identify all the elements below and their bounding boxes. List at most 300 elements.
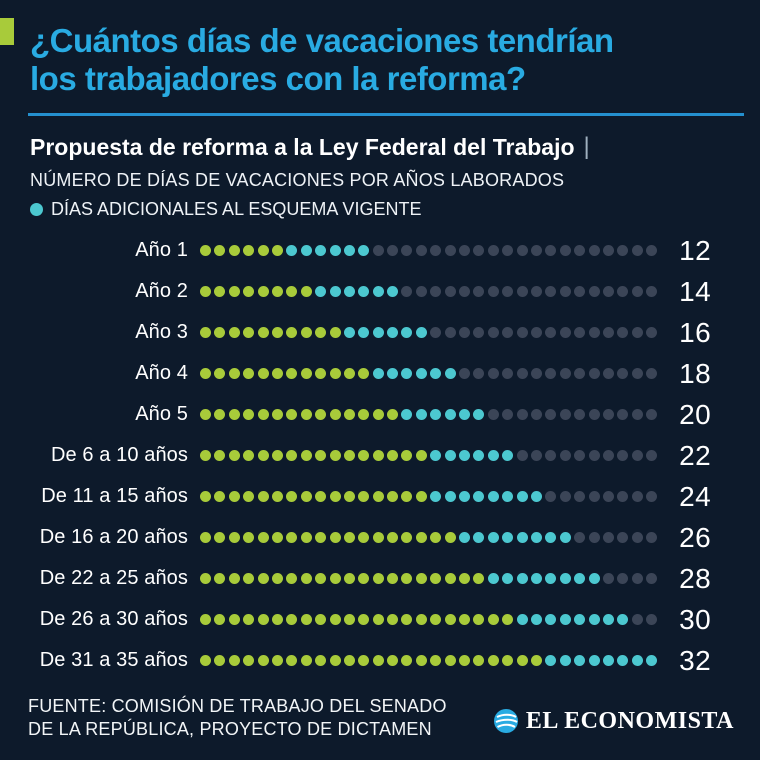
dot-empty <box>401 286 412 297</box>
dot-vigente <box>430 573 441 584</box>
dot-vigente <box>344 532 355 543</box>
dot-vigente <box>272 286 283 297</box>
dot-vigente <box>445 532 456 543</box>
dot-vigente <box>272 245 283 256</box>
dot-adicional <box>517 573 528 584</box>
dot-vigente <box>258 409 269 420</box>
dot-adicional <box>531 491 542 502</box>
dot-vigente <box>401 450 412 461</box>
dot-empty <box>632 286 643 297</box>
dot-empty <box>502 286 513 297</box>
chart-row <box>28 640 736 681</box>
dot-empty <box>545 368 556 379</box>
dot-empty <box>560 286 571 297</box>
dot-vigente <box>358 491 369 502</box>
dot-empty <box>488 286 499 297</box>
dot-vigente <box>243 532 254 543</box>
dot-vigente <box>272 614 283 625</box>
dot-vigente <box>502 614 513 625</box>
dot-vigente <box>258 450 269 461</box>
dot-adicional <box>373 286 384 297</box>
dot-vigente <box>430 655 441 666</box>
dot-empty <box>603 450 614 461</box>
dot-vigente <box>315 327 326 338</box>
dot-adicional <box>416 368 427 379</box>
dot-empty <box>373 245 384 256</box>
chart-row <box>28 312 736 353</box>
dot-vigente <box>344 450 355 461</box>
dot-adicional <box>416 327 427 338</box>
row-label: Año 1 <box>135 239 188 261</box>
dot-adicional <box>344 286 355 297</box>
dot-adicional <box>401 327 412 338</box>
dot-vigente <box>445 655 456 666</box>
dot-empty <box>617 532 628 543</box>
dot-adicional <box>286 245 297 256</box>
dot-empty <box>589 286 600 297</box>
dot-empty <box>589 450 600 461</box>
chart-title-text: Propuesta de reforma a la Ley Federal del Trabajo <box>30 133 575 160</box>
dot-vigente <box>358 368 369 379</box>
dot-vigente <box>243 327 254 338</box>
dot-vigente <box>214 532 225 543</box>
dot-vigente <box>301 532 312 543</box>
dot-vigente <box>315 655 326 666</box>
dot-vigente <box>229 532 240 543</box>
dot-adicional <box>517 614 528 625</box>
dot-vigente <box>286 450 297 461</box>
dot-adicional <box>473 532 484 543</box>
dot-vigente <box>387 409 398 420</box>
dot-empty <box>473 368 484 379</box>
dot-vigente <box>200 655 211 666</box>
chart-row <box>28 517 736 558</box>
dot-track <box>200 532 657 543</box>
dot-adicional <box>545 573 556 584</box>
dot-empty <box>517 286 528 297</box>
dot-vigente <box>358 450 369 461</box>
dot-vigente <box>200 614 211 625</box>
dot-adicional <box>560 655 571 666</box>
dot-vigente <box>258 327 269 338</box>
dot-empty <box>416 286 427 297</box>
dot-empty <box>430 286 441 297</box>
chart-subtitle: NÚMERO DE DÍAS DE VACACIONES POR AÑOS LABORADOS <box>30 170 565 190</box>
dot-vigente <box>416 532 427 543</box>
dot-adicional <box>373 327 384 338</box>
dot-empty <box>545 491 556 502</box>
dot-empty <box>502 368 513 379</box>
dot-empty <box>589 491 600 502</box>
dot-vigente <box>272 368 283 379</box>
dot-vigente <box>229 327 240 338</box>
dot-vigente <box>373 573 384 584</box>
dot-empty <box>531 368 542 379</box>
dot-adicional <box>358 245 369 256</box>
dot-vigente <box>272 532 283 543</box>
dot-empty <box>646 286 657 297</box>
dot-vigente <box>214 245 225 256</box>
dot-vigente <box>229 409 240 420</box>
dot-vigente <box>373 532 384 543</box>
dot-track <box>200 573 657 584</box>
dot-vigente <box>445 573 456 584</box>
dot-vigente <box>330 614 341 625</box>
dot-empty <box>502 409 513 420</box>
dot-adicional <box>445 450 456 461</box>
dot-adicional <box>459 532 470 543</box>
chart-row <box>28 353 736 394</box>
dot-vigente <box>301 327 312 338</box>
dot-adicional <box>531 532 542 543</box>
row-label: De 6 a 10 años <box>50 444 188 466</box>
row-label: De 22 a 25 años <box>39 567 188 589</box>
dot-adicional <box>430 409 441 420</box>
dot-vigente <box>258 614 269 625</box>
dot-adicional <box>344 245 355 256</box>
dot-vigente <box>243 286 254 297</box>
dot-vigente <box>358 409 369 420</box>
dot-vigente <box>387 614 398 625</box>
dot-empty <box>574 286 585 297</box>
dot-vigente <box>401 655 412 666</box>
dot-empty <box>646 614 657 625</box>
dot-adicional <box>430 491 441 502</box>
dot-vigente <box>473 614 484 625</box>
dot-track <box>200 286 657 297</box>
dot-adicional <box>560 532 571 543</box>
dot-vigente <box>272 327 283 338</box>
dot-adicional <box>589 573 600 584</box>
row-value: 26 <box>679 521 712 553</box>
dot-adicional <box>445 368 456 379</box>
dot-vigente <box>200 327 211 338</box>
dot-vigente <box>243 409 254 420</box>
dot-empty <box>416 245 427 256</box>
dot-empty <box>473 327 484 338</box>
dot-vigente <box>286 368 297 379</box>
dot-adicional <box>617 614 628 625</box>
dot-vigente <box>330 655 341 666</box>
chart-row <box>28 271 736 312</box>
dot-vigente <box>430 532 441 543</box>
dot-adicional <box>502 450 513 461</box>
dot-empty <box>574 368 585 379</box>
dot-empty <box>617 327 628 338</box>
dot-empty <box>646 450 657 461</box>
dot-adicional <box>473 409 484 420</box>
dot-vigente <box>387 491 398 502</box>
dot-adicional <box>459 491 470 502</box>
dot-vigente <box>272 450 283 461</box>
source-line1: FUENTE: COMISIÓN DE TRABAJO DEL SENADO <box>28 696 447 716</box>
dot-empty <box>574 327 585 338</box>
dot-adicional <box>315 286 326 297</box>
dot-vigente <box>373 409 384 420</box>
source-line2: DE LA REPÚBLICA, PROYECTO DE DICTAMEN <box>28 719 432 739</box>
dot-adicional <box>488 532 499 543</box>
dot-vigente <box>258 286 269 297</box>
dot-vigente <box>488 614 499 625</box>
chart-title <box>30 133 736 161</box>
dot-vigente <box>258 245 269 256</box>
dot-vigente <box>200 368 211 379</box>
dot-vigente <box>301 450 312 461</box>
dot-empty <box>430 327 441 338</box>
dot-vigente <box>286 491 297 502</box>
dot-empty <box>632 245 643 256</box>
dot-vigente <box>272 655 283 666</box>
row-value: 32 <box>679 644 712 676</box>
dot-vigente <box>286 614 297 625</box>
dot-vigente <box>401 532 412 543</box>
dot-vigente <box>229 245 240 256</box>
dot-vigente <box>416 614 427 625</box>
dot-empty <box>617 368 628 379</box>
dot-empty <box>488 368 499 379</box>
dot-empty <box>603 368 614 379</box>
dot-adicional <box>560 614 571 625</box>
dot-empty <box>545 245 556 256</box>
dot-vigente <box>243 368 254 379</box>
dot-vigente <box>330 450 341 461</box>
legend-dot-icon <box>30 203 43 216</box>
dot-vigente <box>243 245 254 256</box>
dot-empty <box>488 409 499 420</box>
row-label: De 11 a 15 años <box>41 485 188 507</box>
dot-vigente <box>387 450 398 461</box>
dot-vigente <box>258 655 269 666</box>
dot-vigente <box>229 491 240 502</box>
dot-vigente <box>315 532 326 543</box>
dot-vigente <box>272 491 283 502</box>
dot-vigente <box>243 655 254 666</box>
dot-track <box>200 368 657 379</box>
dot-adicional <box>589 655 600 666</box>
dot-vigente <box>200 245 211 256</box>
dot-vigente <box>200 532 211 543</box>
dot-empty <box>617 573 628 584</box>
dot-adicional <box>344 327 355 338</box>
dot-adicional <box>459 409 470 420</box>
dot-adicional <box>574 614 585 625</box>
dot-vigente <box>373 614 384 625</box>
dot-empty <box>632 327 643 338</box>
dot-vigente <box>315 450 326 461</box>
dot-empty <box>488 327 499 338</box>
dot-vigente <box>473 655 484 666</box>
dot-empty <box>646 532 657 543</box>
dot-vigente <box>387 655 398 666</box>
dot-empty <box>646 409 657 420</box>
dot-vigente <box>401 491 412 502</box>
dot-vigente <box>243 614 254 625</box>
dot-empty <box>617 286 628 297</box>
row-value: 14 <box>679 275 712 307</box>
dot-adicional <box>430 450 441 461</box>
dot-vigente <box>358 532 369 543</box>
dot-empty <box>517 245 528 256</box>
dot-empty <box>603 532 614 543</box>
dot-vigente <box>387 573 398 584</box>
dot-empty <box>445 327 456 338</box>
dot-empty <box>632 491 643 502</box>
dot-vigente <box>473 573 484 584</box>
dot-vigente <box>229 368 240 379</box>
chart-row <box>28 230 736 271</box>
dot-adicional <box>531 614 542 625</box>
dot-vigente <box>401 614 412 625</box>
dot-vigente <box>330 573 341 584</box>
dot-empty <box>531 245 542 256</box>
dot-vigente <box>330 409 341 420</box>
dot-vigente <box>344 573 355 584</box>
dot-empty <box>531 409 542 420</box>
dot-vigente <box>531 655 542 666</box>
dot-empty <box>574 450 585 461</box>
row-value: 22 <box>679 439 712 471</box>
dot-empty <box>473 245 484 256</box>
dot-adicional <box>416 409 427 420</box>
dot-vigente <box>344 614 355 625</box>
dot-adicional <box>430 368 441 379</box>
row-label: De 16 a 20 años <box>39 526 188 548</box>
dot-empty <box>387 245 398 256</box>
dot-vigente <box>315 573 326 584</box>
dot-empty <box>603 245 614 256</box>
dot-vigente <box>200 409 211 420</box>
dot-vigente <box>301 573 312 584</box>
dot-vigente <box>315 368 326 379</box>
dot-adicional <box>502 573 513 584</box>
dot-empty <box>459 245 470 256</box>
dot-vigente <box>344 655 355 666</box>
dot-vigente <box>459 655 470 666</box>
row-value: 16 <box>679 316 712 348</box>
dot-adicional <box>560 573 571 584</box>
dot-vigente <box>258 368 269 379</box>
chart-row <box>28 599 736 640</box>
dot-vigente <box>301 655 312 666</box>
dot-empty <box>445 286 456 297</box>
dot-vigente <box>286 327 297 338</box>
dot-vigente <box>214 368 225 379</box>
dot-track <box>200 450 657 461</box>
accent-bar <box>0 18 14 45</box>
dot-adicional <box>517 532 528 543</box>
dot-vigente <box>301 491 312 502</box>
row-value: 18 <box>679 357 712 389</box>
dot-vigente <box>229 450 240 461</box>
dot-adicional <box>358 327 369 338</box>
dot-empty <box>589 368 600 379</box>
dot-adicional <box>603 655 614 666</box>
dot-adicional <box>459 450 470 461</box>
dot-empty <box>488 245 499 256</box>
dot-empty <box>560 245 571 256</box>
dot-adicional <box>488 450 499 461</box>
chart-row <box>28 558 736 599</box>
dot-vigente <box>459 614 470 625</box>
dot-vigente <box>488 655 499 666</box>
brand-logo <box>493 708 734 735</box>
dot-empty <box>531 327 542 338</box>
dot-vigente <box>214 614 225 625</box>
dot-empty <box>545 409 556 420</box>
dot-adicional <box>387 286 398 297</box>
dot-vigente <box>214 450 225 461</box>
dot-empty <box>603 409 614 420</box>
dot-adicional <box>502 491 513 502</box>
dot-track <box>200 327 657 338</box>
dot-empty <box>632 450 643 461</box>
chart-row <box>28 435 736 476</box>
dot-vigente <box>286 532 297 543</box>
dot-vigente <box>229 614 240 625</box>
title-divider <box>28 113 744 116</box>
dot-vigente <box>502 655 513 666</box>
dot-adicional <box>617 655 628 666</box>
dot-empty <box>560 368 571 379</box>
dot-vigente <box>243 491 254 502</box>
dot-empty <box>459 286 470 297</box>
dot-empty <box>589 409 600 420</box>
dot-empty <box>617 245 628 256</box>
dot-vigente <box>286 409 297 420</box>
row-label: Año 4 <box>135 362 188 384</box>
dot-vigente <box>301 614 312 625</box>
dot-adicional <box>517 491 528 502</box>
dot-empty <box>603 327 614 338</box>
dot-empty <box>617 409 628 420</box>
dot-track <box>200 655 657 666</box>
dot-empty <box>517 409 528 420</box>
dot-vigente <box>459 573 470 584</box>
dot-vigente <box>200 286 211 297</box>
dot-empty <box>574 409 585 420</box>
separator-bar: | <box>583 133 590 160</box>
dot-vigente <box>200 491 211 502</box>
dot-vigente <box>344 491 355 502</box>
dot-empty <box>574 245 585 256</box>
dot-adicional <box>330 286 341 297</box>
dot-vigente <box>416 573 427 584</box>
dot-vigente <box>229 655 240 666</box>
dot-adicional <box>401 368 412 379</box>
dot-vigente <box>344 409 355 420</box>
dot-empty <box>560 450 571 461</box>
dot-vigente <box>301 368 312 379</box>
dot-vigente <box>373 450 384 461</box>
dot-adicional <box>488 573 499 584</box>
row-value: 28 <box>679 562 712 594</box>
dot-empty <box>517 327 528 338</box>
dot-vigente <box>445 614 456 625</box>
dot-adicional <box>574 573 585 584</box>
dot-empty <box>502 245 513 256</box>
dot-empty <box>517 368 528 379</box>
dot-empty <box>646 327 657 338</box>
page-title <box>30 22 736 98</box>
row-label: De 26 a 30 años <box>39 608 188 630</box>
dot-vigente <box>214 409 225 420</box>
dot-empty <box>632 409 643 420</box>
dot-vigente <box>229 286 240 297</box>
dot-vigente <box>517 655 528 666</box>
dot-empty <box>646 491 657 502</box>
dot-empty <box>574 532 585 543</box>
dot-vigente <box>358 573 369 584</box>
